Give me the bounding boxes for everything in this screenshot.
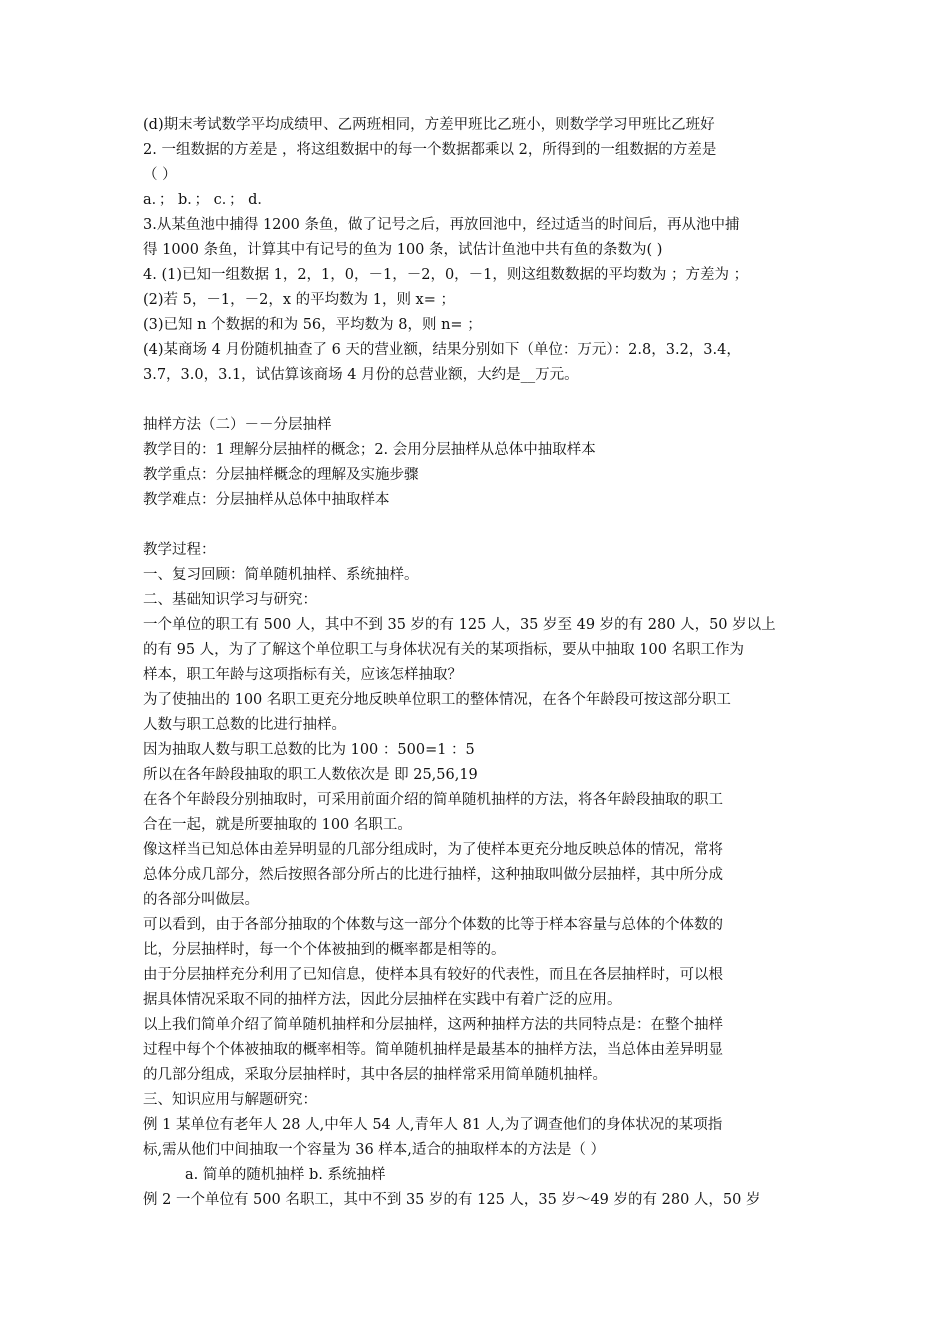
text-line: 教学难点：分层抽样从总体中抽取样本 [143,492,390,508]
text-line: 合在一起，就是所要抽取的 100 名职工。 [143,817,412,833]
text-line: 因为抽取人数与职工总数的比为 100 ：500=1 ：5 [143,742,475,758]
text-line: 教学过程： [143,542,216,558]
text-line: 3.7，3.0，3.1，试估算该商场 4 月份的总营业额，大约是__万元。 [143,367,579,383]
text-line: 二、基础知识学习与研究： [143,592,317,608]
text-line: 据具体情况采取不同的抽样方法，因此分层抽样在实践中有着广泛的应用。 [143,992,622,1008]
text-line: 所以在各年龄段抽取的职工人数依次是 即 25,56,19 [143,767,478,783]
text-line: 教学目的：1 理解分层抽样的概念；2. 会用分层抽样从总体中抽取样本 [143,442,596,458]
text-line: 比，分层抽样时，每一个个体被抽到的概率都是相等的。 [143,942,506,958]
text-line: 得 1000 条鱼，计算其中有记号的鱼为 100 条，试估计鱼池中共有鱼的条数为( ) [143,242,663,258]
text-line: 为了使抽出的 100 名职工更充分地反映单位职工的整体情况，在各个年龄段可按这部分职工 [143,692,731,708]
text-line: 抽样方法（二）－－分层抽样 [143,417,332,433]
text-line: 可以看到，由于各部分抽取的个体数与这一部分个体数的比等于样本容量与总体的个体数的 [143,917,723,933]
text-line: (2)若 5，－1，－2，x 的平均数为 1，则 x= ； [143,292,455,308]
text-line: a. 简单的随机抽样 b. 系统抽样 [185,1167,386,1183]
text-line: 样本，职工年龄与这项指标有关，应该怎样抽取？ [143,667,462,683]
text-line: 一、复习回顾：简单随机抽样、系统抽样。 [143,567,419,583]
document-body [143,113,815,1213]
text-line: 的各部分叫做层。 [143,892,259,908]
text-line: 4. (1)已知一组数据 1，2，1，0，－1，－2，0，－1，则这组数数据的平均数为 ；方差为 ； [143,267,749,283]
text-line: （ ） [143,167,177,183]
text-line: 标,需从他们中间抽取一个容量为 36 样本,适合的抽取样本的方法是（ ） [143,1142,605,1158]
blank-line [143,388,815,413]
blank-line [143,513,815,538]
text-line: 的几部分组成，采取分层抽样时，其中各层的抽样常采用简单随机抽样。 [143,1067,607,1083]
text-line: 例 2 一个单位有 500 名职工，其中不到 35 岁的有 125 人，35 岁～49 岁的有 280 人，50 岁 [143,1192,761,1208]
text-line: a．； b．； c．； d． [143,192,272,208]
text-line: 人数与职工总数的比进行抽样。 [143,717,346,733]
text-line: 2. 一组数据的方差是 ，将这组数据中的每一个数据都乘以 2，所得到的一组数据的方差是 [143,142,717,158]
text-line: 像这样当已知总体由差异明显的几部分组成时，为了使样本更充分地反映总体的情况，常将 [143,842,723,858]
text-line: 以上我们简单介绍了简单随机抽样和分层抽样，这两种抽样方法的共同特点是：在整个抽样 [143,1017,723,1033]
text-line: (d)期末考试数学平均成绩甲、乙两班相同，方差甲班比乙班小，则数学学习甲班比乙班好 [143,117,715,133]
text-line: 三、知识应用与解题研究： [143,1092,317,1108]
text-line: 总体分成几部分，然后按照各部分所占的比进行抽样，这种抽取叫做分层抽样，其中所分成 [143,867,723,883]
text-line: 3.从某鱼池中捕得 1200 条鱼，做了记号之后，再放回池中，经过适当的时间后，再从池中捕 [143,217,740,233]
text-line: 由于分层抽样充分利用了已知信息，使样本具有较好的代表性，而且在各层抽样时，可以根 [143,967,723,983]
text-line: (3)已知 n 个数据的和为 56，平均数为 8，则 n= ； [143,317,482,333]
text-line: 教学重点：分层抽样概念的理解及实施步骤 [143,467,419,483]
text-line: 一个单位的职工有 500 人，其中不到 35 岁的有 125 人，35 岁至 49 岁的有 280 人，50 岁以上 [143,617,776,633]
text-line: 的有 95 人，为了了解这个单位职工与身体状况有关的某项指标，要从中抽取 100 名职工作为 [143,642,745,658]
text-line: 过程中每个个体被抽取的概率相等。简单随机抽样是最基本的抽样方法，当总体由差异明显 [143,1042,723,1058]
text-line: (4)某商场 4 月份随机抽查了 6 天的营业额，结果分别如下（单位：万元）：2.8，3.2，3.4， [143,342,741,358]
text-line: 在各个年龄段分别抽取时，可采用前面介绍的简单随机抽样的方法，将各年龄段抽取的职工 [143,792,723,808]
text-line: 例 1 某单位有老年人 28 人,中年人 54 人,青年人 81 人,为了调查他们的身体状况的某项指 [143,1117,723,1133]
